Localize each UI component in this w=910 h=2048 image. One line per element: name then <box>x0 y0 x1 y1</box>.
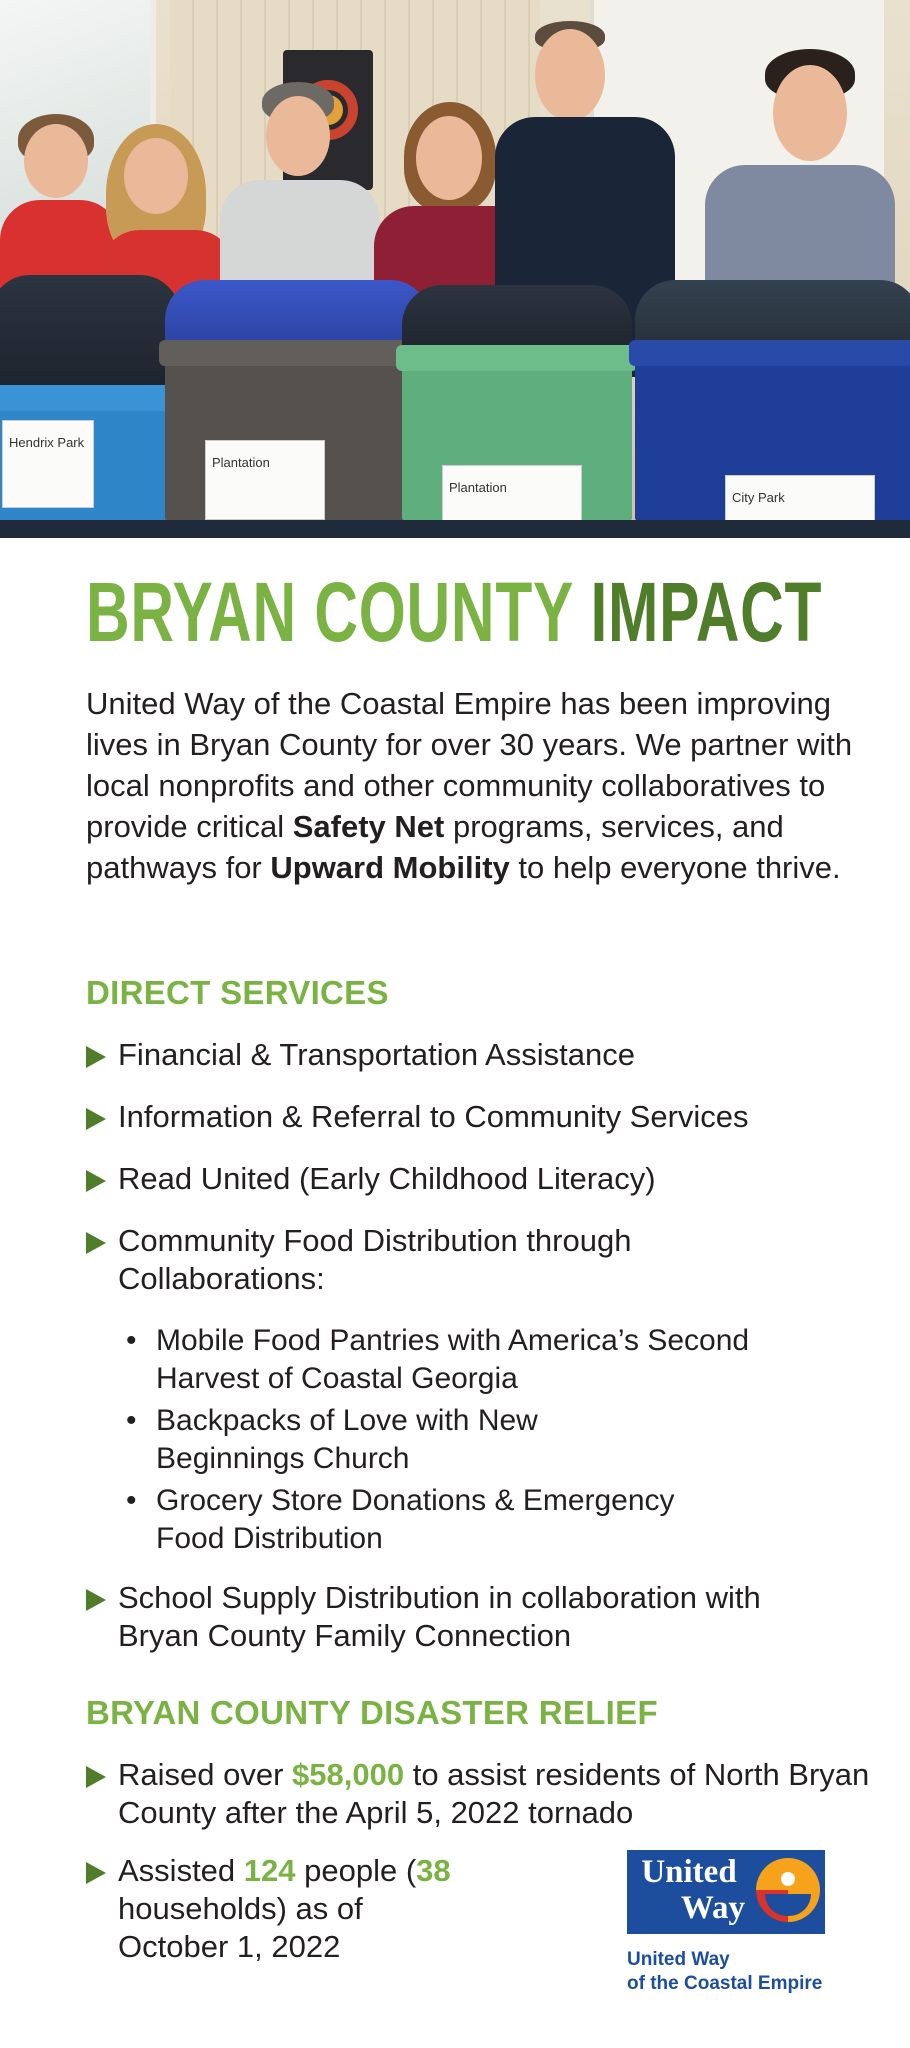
relief-text: people ( <box>295 1853 417 1888</box>
sub-item-label: Grocery Store Donations & Emergency Food Distribution <box>156 1484 675 1555</box>
disaster-relief-heading: BRYAN COUNTY DISASTER RELIEF <box>86 1694 658 1731</box>
triangle-bullet-icon <box>86 1232 106 1254</box>
service-item-label: Community Food Distribution through Collaborations: <box>118 1223 632 1296</box>
dot-bullet-icon: • <box>126 1324 137 1357</box>
service-item-label: Financial & Transportation Assistance <box>118 1037 635 1072</box>
sub-item <box>126 1322 766 1398</box>
intro-text: programs, services, and pathways for <box>86 809 784 885</box>
bin-label: Plantation <box>442 465 582 520</box>
logo-caption-line-2: of the Coastal Empire <box>627 1973 823 1994</box>
service-item <box>86 1222 726 1298</box>
relief-text: Assisted <box>118 1853 244 1888</box>
hero-photo <box>0 0 910 520</box>
intro-upward-mobility: Upward Mobility <box>270 850 510 885</box>
relief-item <box>86 1852 466 1966</box>
title-part-1: BRYAN COUNTY <box>86 565 573 659</box>
photo-bottom-strip <box>0 520 910 538</box>
triangle-bullet-icon <box>86 1862 106 1884</box>
triangle-bullet-icon <box>86 1046 106 1068</box>
triangle-bullet-icon <box>86 1170 106 1192</box>
bin-label: Hendrix Park <box>2 420 94 508</box>
logo-caption-line-1: United Way <box>627 1949 730 1970</box>
direct-services-heading: DIRECT SERVICES <box>86 974 389 1011</box>
title-part-2: IMPACT <box>590 565 823 659</box>
service-item <box>86 1036 866 1074</box>
triangle-bullet-icon <box>86 1589 106 1611</box>
relief-household-count: 38 <box>416 1853 451 1888</box>
relief-amount: $58,000 <box>292 1757 405 1792</box>
logo-wordmark <box>627 1850 751 1934</box>
service-item <box>86 1579 786 1655</box>
logo-caption <box>627 1948 822 1996</box>
triangle-bullet-icon <box>86 1766 106 1788</box>
logo-line-2: Way <box>680 1890 745 1926</box>
relief-text: to assist residents of North Bryan County after the April 5, 2022 tornado <box>118 1757 870 1830</box>
bin-green <box>402 345 632 520</box>
service-item-label: Read United (Early Childhood Literacy) <box>118 1161 656 1196</box>
sub-item <box>126 1402 626 1478</box>
intro-text: to help everyone thrive. <box>509 850 841 885</box>
bin-gray <box>165 340 430 520</box>
relief-people-count: 124 <box>243 1853 296 1888</box>
united-way-logo <box>627 1850 825 1934</box>
relief-text: households) as of October 1, 2022 <box>118 1891 363 1964</box>
page-title <box>86 565 823 659</box>
sub-item <box>126 1482 726 1558</box>
triangle-bullet-icon <box>86 1108 106 1130</box>
intro-paragraph <box>86 683 886 888</box>
sub-item-label: Backpacks of Love with New Beginnings Church <box>156 1404 538 1475</box>
dot-bullet-icon: • <box>126 1404 137 1437</box>
united-way-emblem-icon <box>751 1850 825 1934</box>
bin-blue-right <box>635 340 910 520</box>
relief-text: Raised over <box>118 1757 293 1792</box>
dot-bullet-icon: • <box>126 1484 137 1517</box>
service-item <box>86 1098 866 1136</box>
service-item-label: School Supply Distribution in collaboration with Bryan County Family Connection <box>118 1580 761 1653</box>
bin-blue-left <box>0 385 180 520</box>
service-item-label: Information & Referral to Community Services <box>118 1099 749 1134</box>
intro-text: United Way of the Coastal Empire has been improving lives in Bryan County for over 30 years. We partner with local nonprofits and other community collaboratives to provide critical <box>86 686 853 844</box>
bin-label: Plantation <box>205 440 325 520</box>
logo-line-1: United <box>641 1854 737 1890</box>
sub-item-label: Mobile Food Pantries with America’s Second Harvest of Coastal Georgia <box>156 1324 750 1395</box>
bin-label: City Park <box>725 475 875 520</box>
service-item <box>86 1160 866 1198</box>
relief-item <box>86 1756 876 1832</box>
intro-safety-net: Safety Net <box>292 809 445 844</box>
